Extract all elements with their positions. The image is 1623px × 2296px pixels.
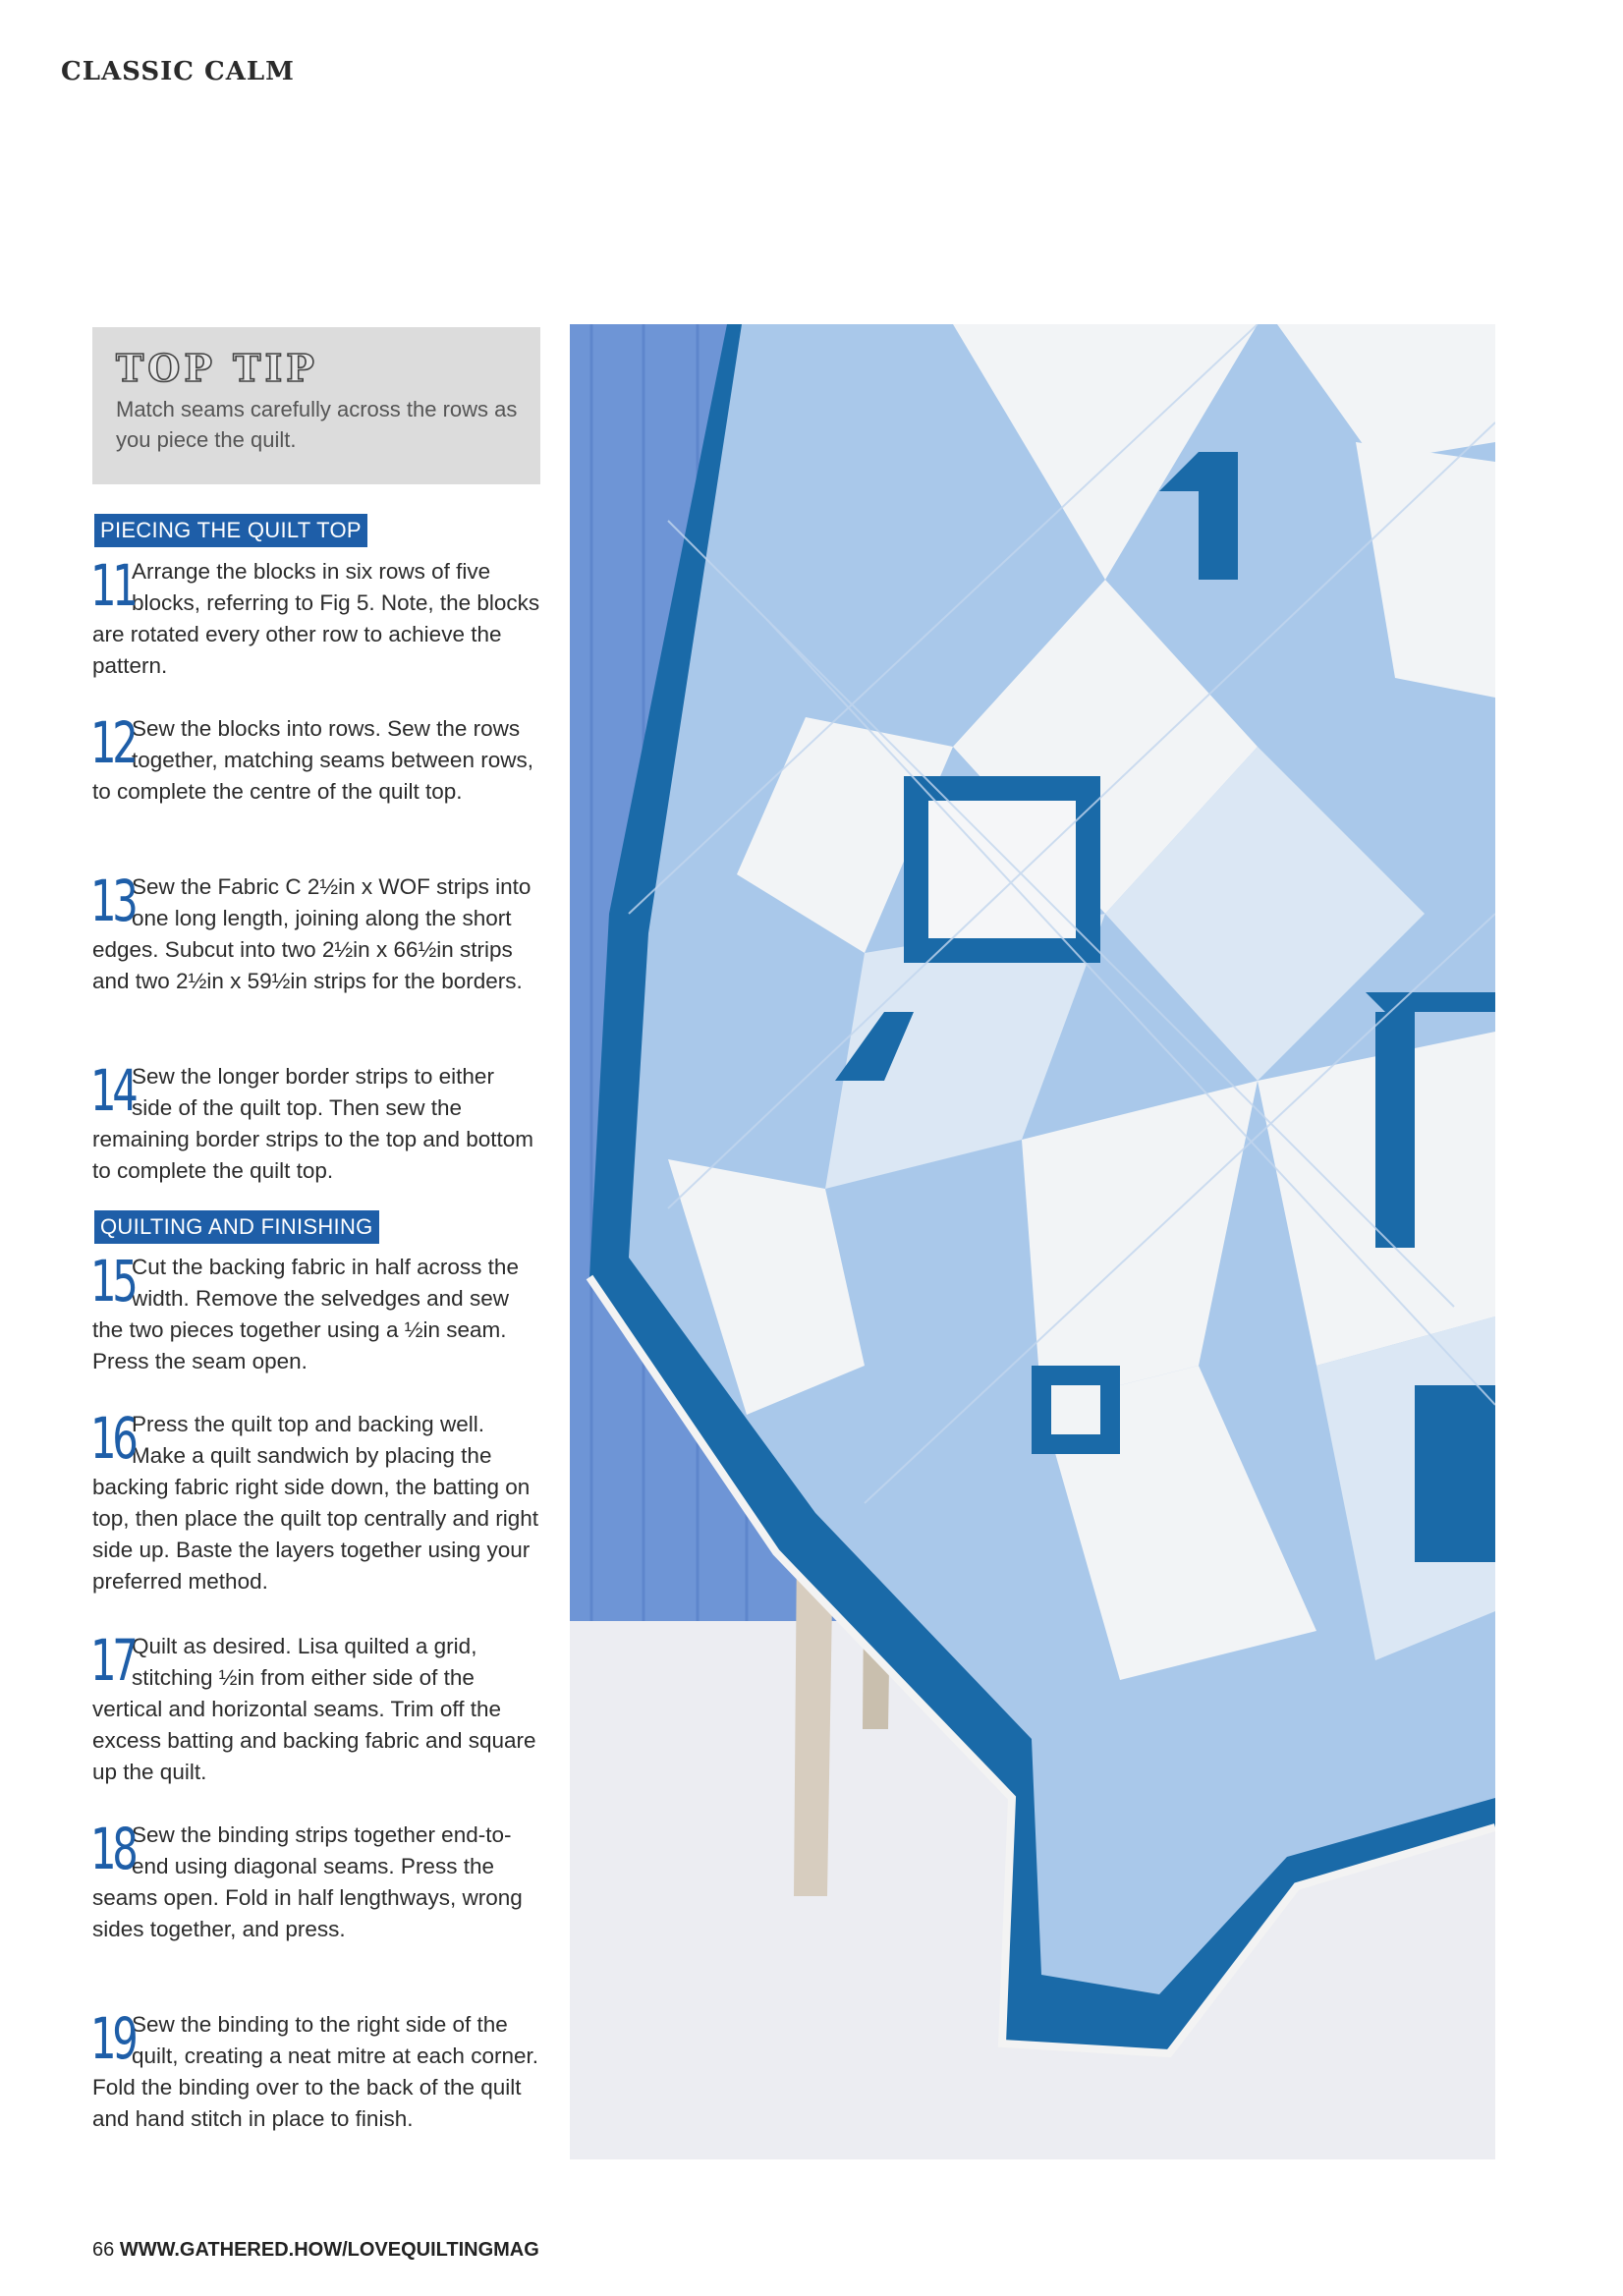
step-number: 11: [90, 552, 135, 619]
step-text: Sew the binding strips together end-to-end using diagonal seams. Press the seams open. Fold in half lengthways, wrong sides together, and press.: [92, 1822, 523, 1941]
top-tip-box: [92, 327, 540, 484]
quilt-illustration: [570, 324, 1495, 2159]
step-text: Sew the binding to the right side of the quilt, creating a neat mitre at each corner. Fold the binding over to the back of the quilt and hand stitch in place to finish.: [92, 2012, 538, 2131]
step-number: 16: [90, 1405, 135, 1472]
step-text: Sew the blocks into rows. Sew the rows together, matching seams between rows, to complete the centre of the quilt top.: [92, 716, 533, 804]
step-12: [90, 709, 540, 808]
top-tip-text: Match seams carefully across the rows as you piece the quilt.: [116, 397, 518, 452]
section-heading-quilting: QUILTING AND FINISHING: [94, 1210, 379, 1244]
step-11: [90, 552, 540, 682]
step-text: Press the quilt top and backing well. Make a quilt sandwich by placing the backing fabric right side down, the batting on top, then place the quilt top centrally and right side up. Baste the layers together using your preferred method.: [92, 1412, 539, 1594]
step-number: 17: [90, 1627, 135, 1694]
step-number: 13: [90, 868, 135, 934]
step-number: 14: [90, 1057, 135, 1124]
step-text: Sew the longer border strips to either side of the quilt top. Then sew the remaining border strips to the top and bottom to complete the quilt top.: [92, 1064, 534, 1183]
step-14: [90, 1057, 540, 1187]
page-footer: [92, 2239, 539, 2262]
step-16: [90, 1405, 540, 1597]
website-url: WWW.GATHERED.HOW/LOVEQUILTINGMAG: [119, 2239, 539, 2261]
step-text: Sew the Fabric C 2½in x WOF strips into one long length, joining along the short edges. Subcut into two 2½in x 66½in strips and two 2½in x 59½in strips for the borders.: [92, 874, 532, 993]
section-title: CLASSIC CALM: [61, 57, 295, 86]
top-tip-title: TOP TIP: [116, 346, 318, 390]
step-15: [90, 1248, 540, 1377]
section-heading-piecing: PIECING THE QUILT TOP: [94, 514, 367, 547]
step-text: Arrange the blocks in six rows of five blocks, referring to Fig 5. Note, the blocks are rotated every other row to achieve the pattern.: [92, 559, 540, 678]
quilt-photo: [570, 324, 1495, 2159]
step-number: 12: [90, 709, 135, 776]
step-text: Quilt as desired. Lisa quilted a grid, stitching ½in from either side of the vertical and horizontal seams. Trim off the excess batting and backing fabric and square up the quilt.: [92, 1634, 536, 1784]
step-number: 19: [90, 2005, 135, 2072]
step-17: [90, 1627, 540, 1788]
page-number: 66: [92, 2239, 115, 2261]
step-13: [90, 868, 540, 997]
step-text: Cut the backing fabric in half across the width. Remove the selvedges and sew the two pieces together using a ½in seam. Press the seam open.: [92, 1255, 519, 1373]
step-19: [90, 2005, 540, 2135]
step-number: 18: [90, 1816, 135, 1882]
step-number: 15: [90, 1248, 135, 1315]
step-18: [90, 1816, 540, 1945]
